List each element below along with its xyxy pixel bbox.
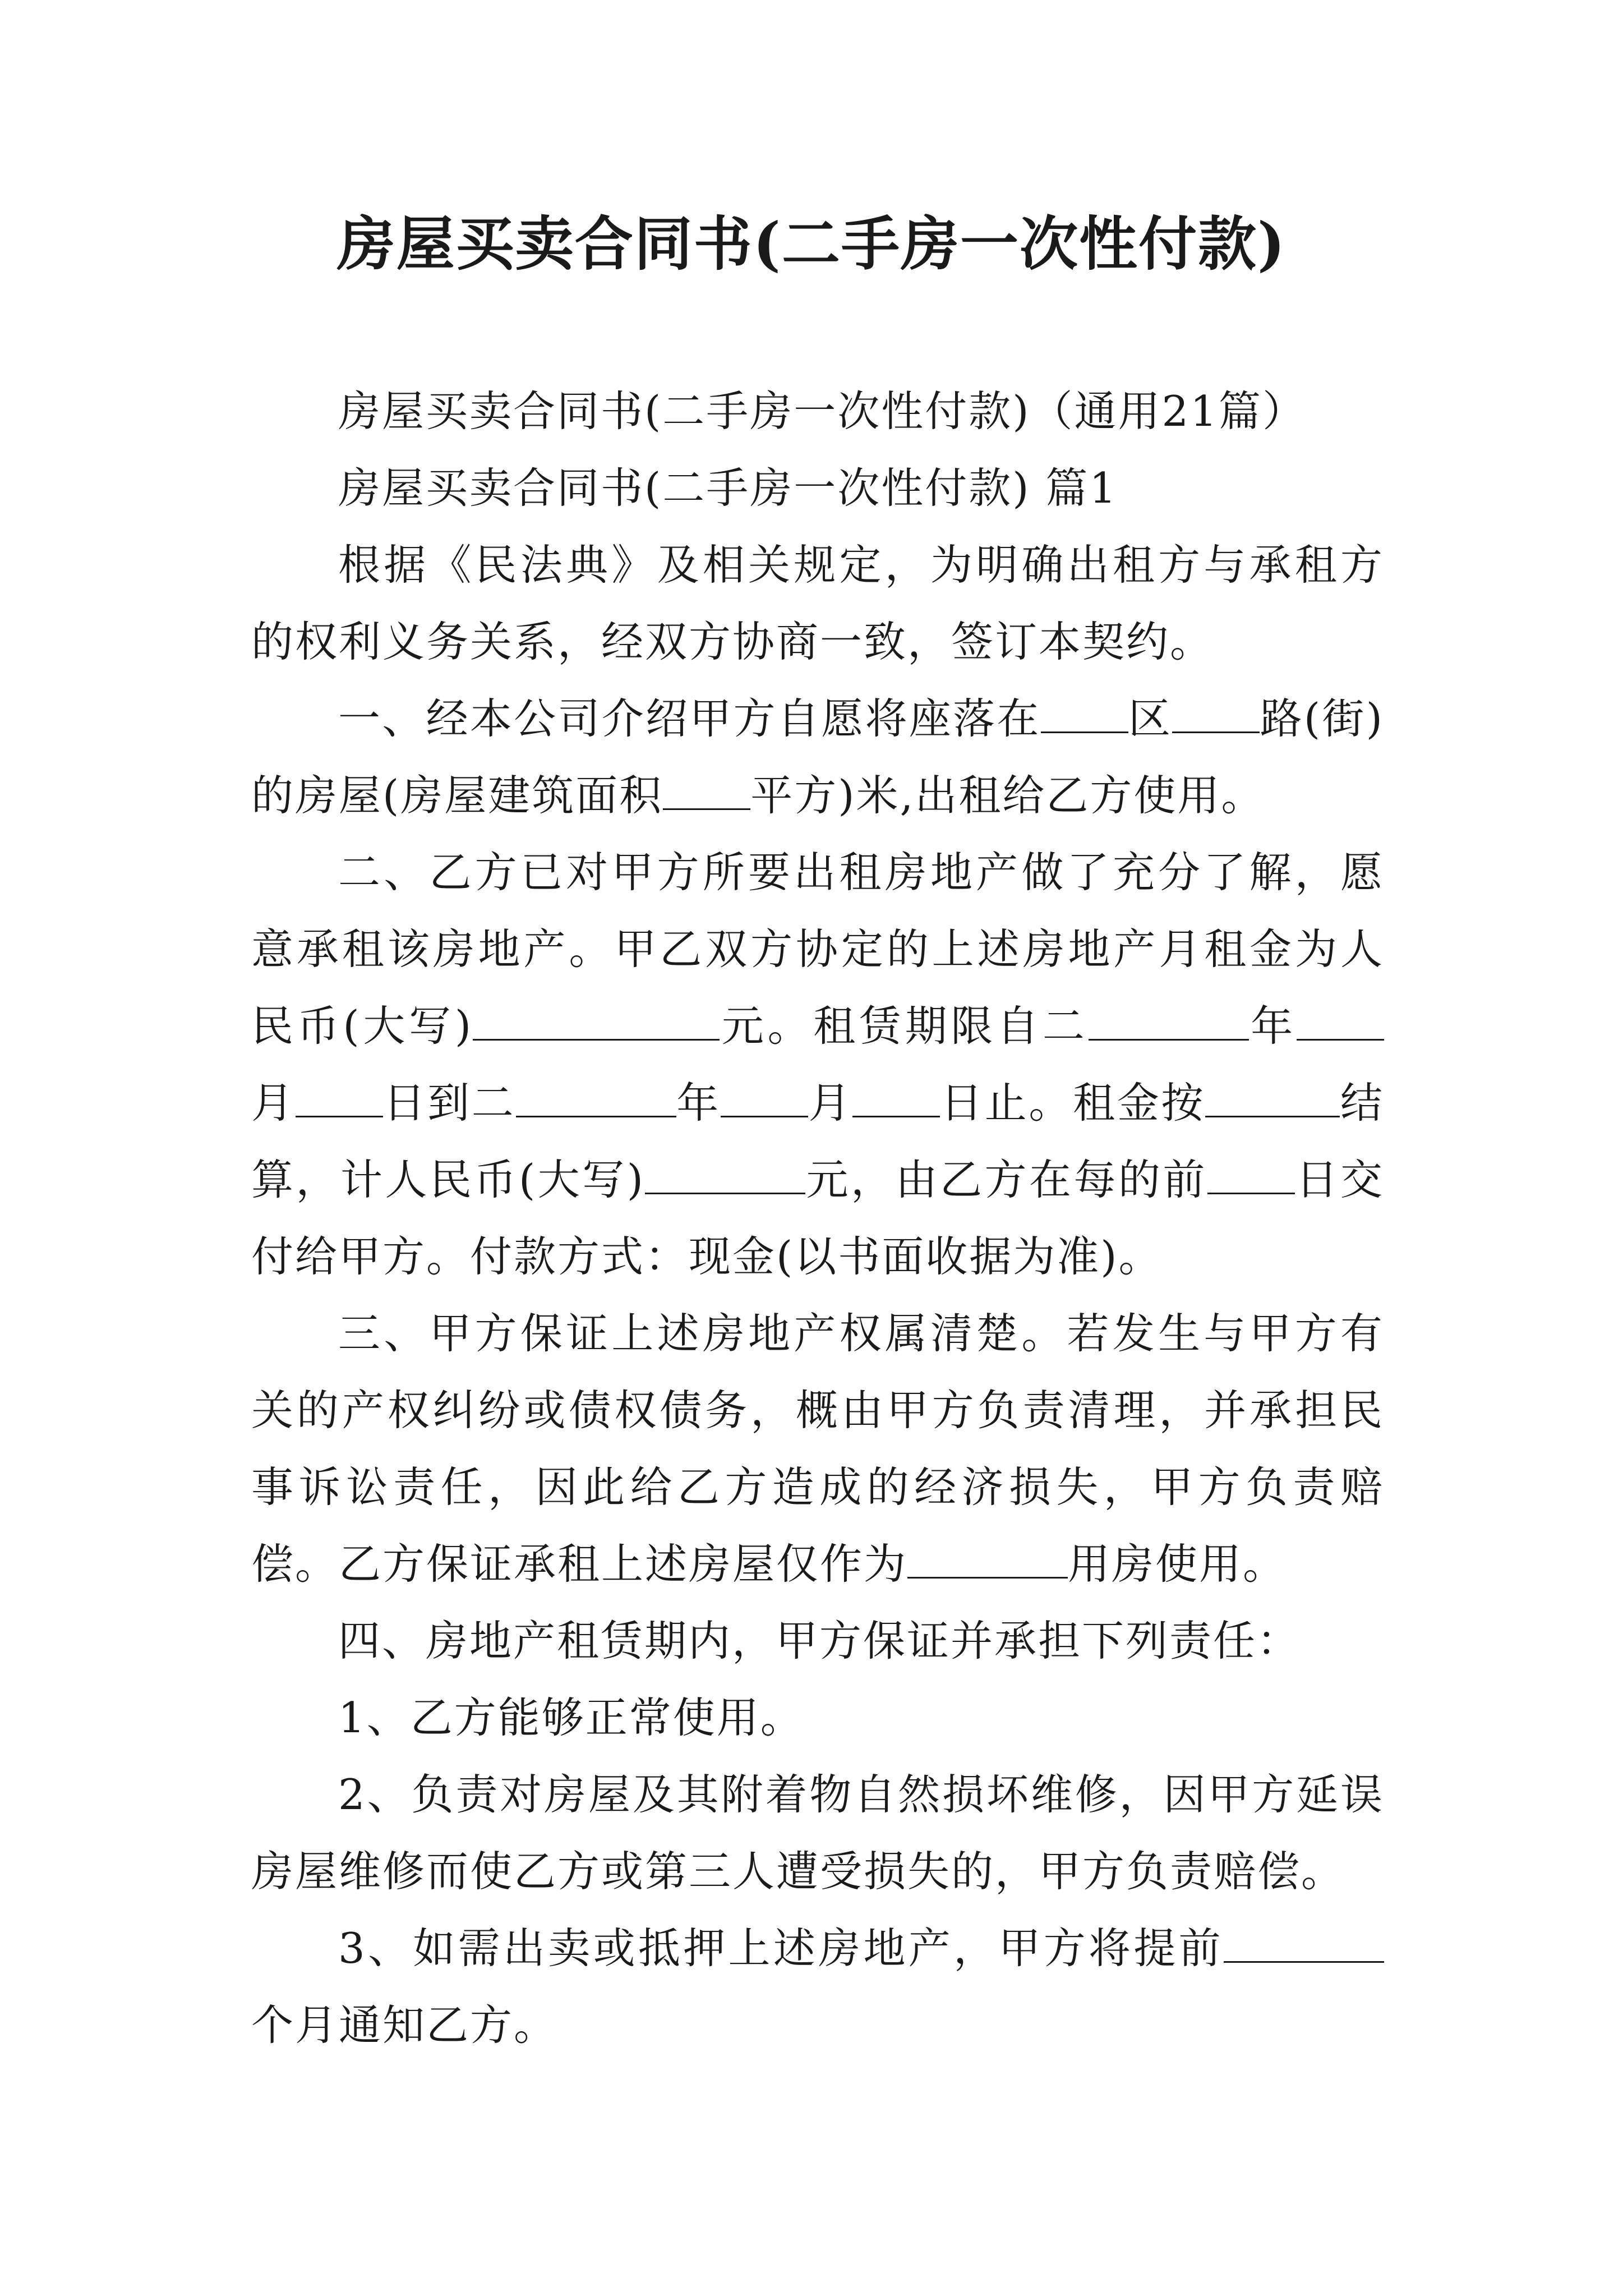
blank-district (1041, 693, 1128, 733)
item-3-text: 3、如需出卖或抵押上述房地产，甲方将提前 (338, 1924, 1224, 1973)
clause-2-text: 结算，计人民币(大写) (251, 1078, 1384, 1204)
clause-2-text: 日到二 (382, 1078, 516, 1128)
clause-1-text: 平方)米,出租给乙方使用。 (750, 771, 1265, 820)
clause-2-text: 月 (251, 1078, 296, 1128)
blank-end-day (852, 1077, 940, 1117)
clause-4-item-2: 2、负责对房屋及其附着物自然损坏维修，因甲方延误房屋维修而使乙方或第三人遭受损失的，甲方负责赔偿。 (251, 1770, 1384, 1896)
blank-notice-months (1224, 1922, 1384, 1963)
clause-1-text: 一、经本公司介绍甲方自愿将座落在 (338, 694, 1041, 743)
blank-road (1172, 693, 1260, 733)
clause-4: 四、房地产租赁期内，甲方保证并承担下列责任： (338, 1616, 1301, 1665)
clause-2-text: 年 (1248, 1001, 1297, 1051)
blank-settlement (1205, 1077, 1340, 1117)
clause-2-text: 二、乙方已对甲方所要出租房地产做了充分了解，愿意承租该房地产。甲乙双方协定的上述房地产月租金为人民币(大写) (251, 848, 1384, 1051)
blank-start-month (1297, 1000, 1384, 1041)
blank-pay-days (1207, 1154, 1295, 1194)
clause-1 (251, 680, 1384, 834)
blank-usage (907, 1538, 1068, 1579)
blank-rent-total (645, 1154, 805, 1194)
clause-2-text: 日交付给甲方。付款方式：现金(以书面收据为准)。 (251, 1155, 1384, 1281)
clause-2-text: 元。租赁期限自二 (720, 1001, 1089, 1051)
clause-2-text: 月 (808, 1078, 853, 1128)
blank-area (663, 770, 750, 810)
clause-1-text: 区 (1128, 694, 1173, 743)
clause-3 (251, 1295, 1384, 1603)
clause-4-item-3 (251, 1910, 1384, 2064)
clause-3-text: 用房使用。 (1068, 1539, 1287, 1589)
clause-3-text: 三、甲方保证上述房地产权属清楚。若发生与甲方有关的产权纠纷或债权债务，概由甲方负责清理，并承担民事诉讼责任，因此给乙方造成的经济损失，甲方负责赔偿。乙方保证承租上述房屋仅作为 (251, 1309, 1384, 1589)
document-title: 房屋买卖合同书(二手房一次性付款) (336, 209, 1287, 278)
document-body (251, 373, 1384, 2064)
blank-end-year (516, 1077, 676, 1117)
blank-start-year (1089, 1000, 1249, 1041)
clause-2-text: 元，由乙方在每的前 (805, 1155, 1207, 1204)
clause-2-text: 年 (676, 1078, 721, 1128)
blank-end-month (721, 1077, 808, 1117)
document-subtitle: 房屋买卖合同书(二手房一次性付款)（通用21篇） (338, 386, 1306, 436)
blank-start-day (296, 1077, 383, 1117)
clause-4-item-1: 1、乙方能够正常使用。 (338, 1693, 804, 1742)
intro-paragraph: 根据《民法典》及相关规定，为明确出租方与承租方的权利义务关系，经双方协商一致，签订本契约。 (251, 540, 1384, 666)
clause-2 (251, 834, 1384, 1295)
clause-1-text: 路(街)的房屋(房屋建筑面积 (251, 694, 1384, 820)
blank-rent-amount (473, 1000, 720, 1041)
item-3-text: 个月通知乙方。 (251, 2000, 558, 2050)
clause-2-text: 日止。租金按 (940, 1078, 1206, 1128)
section-heading: 房屋买卖合同书(二手房一次性付款) 篇1 (338, 463, 1118, 513)
